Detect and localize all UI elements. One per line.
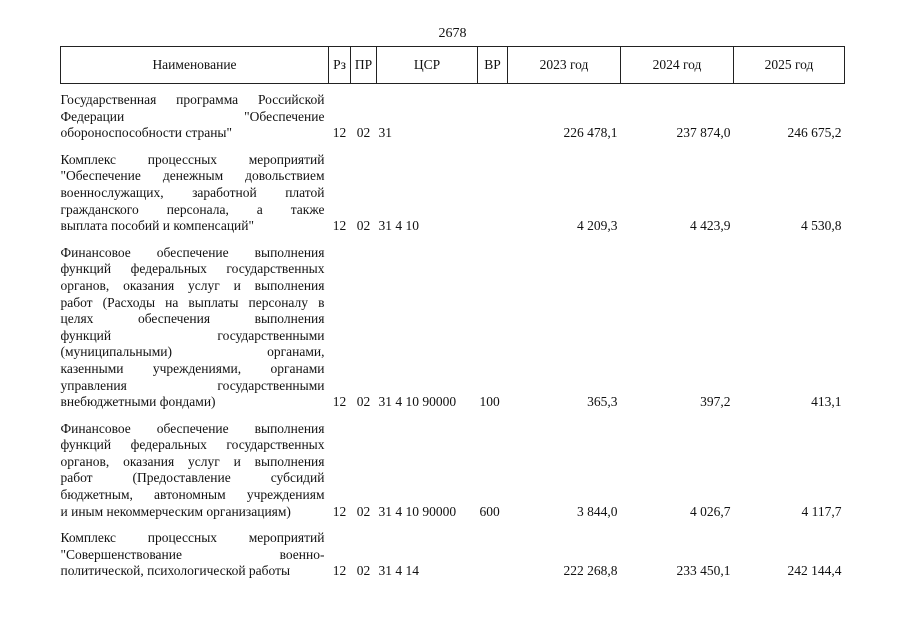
- row-2025: 246 675,2: [787, 125, 842, 141]
- row-name-line: Финансовое обеспечение выполнения: [60, 244, 325, 260]
- row-pr: 02: [356, 503, 371, 519]
- row-name-line: Комплекс процессных мероприятий: [60, 530, 325, 546]
- row-pr: 02: [356, 218, 371, 234]
- row-pr: 02: [356, 125, 371, 141]
- row-rz: 12: [332, 218, 347, 234]
- header-vr: ВР: [478, 47, 508, 84]
- page-number: 2678: [438, 26, 467, 41]
- row-2023: 226 478,1: [563, 125, 618, 141]
- row-vr: [478, 92, 508, 152]
- row-rz: 12: [332, 394, 347, 410]
- row-name-line: бюджетным, автономным учреждениям: [60, 487, 325, 503]
- row-2023: 365,3: [587, 394, 618, 410]
- row-vr: 600: [479, 503, 500, 519]
- row-name: [61, 421, 329, 531]
- row-name-line: казенными учреждениями, органами: [60, 360, 325, 376]
- header-2024: 2024 год: [621, 47, 734, 84]
- header-csr: ЦСР: [377, 47, 478, 84]
- row-csr: 31 4 10 90000: [378, 503, 457, 519]
- header-2025: 2025 год: [734, 47, 845, 84]
- row-2023: 3 844,0: [577, 503, 618, 519]
- row-name-line: работ (Предоставление субсидий: [60, 470, 325, 486]
- row-name-line: Финансовое обеспечение выполнения: [60, 420, 325, 436]
- row-2025: 413,1: [811, 394, 842, 410]
- table-row: [61, 92, 845, 152]
- header-rz: Рз: [329, 47, 351, 84]
- row-2023: 4 209,3: [577, 218, 618, 234]
- table-row: [61, 245, 845, 421]
- row-name-line: функций государственными: [60, 327, 325, 343]
- row-2024: 397,2: [700, 394, 731, 410]
- row-name-line: гражданского персонала, а также: [60, 201, 325, 217]
- table-header: [61, 47, 845, 93]
- row-2025: 4 117,7: [801, 503, 842, 519]
- table-row: [61, 152, 845, 245]
- table-row: [61, 421, 845, 531]
- row-name-line: Государственная программа Российской: [60, 92, 325, 107]
- header-2023: 2023 год: [508, 47, 621, 84]
- row-name-line: "Совершенствование военно-: [60, 546, 325, 562]
- budget-table: [60, 46, 845, 590]
- row-vr: [478, 152, 508, 245]
- row-pr: 02: [356, 563, 371, 579]
- row-name: [61, 92, 329, 152]
- row-2024: 4 423,9: [690, 218, 731, 234]
- row-name-line: выплата пособий и компенсаций": [60, 218, 255, 234]
- row-name-line: управления государственными: [60, 377, 325, 393]
- row-2024: 4 026,7: [690, 503, 731, 519]
- header-name: Наименование: [61, 47, 329, 84]
- row-name-line: Федерации "Обеспечение: [60, 108, 325, 124]
- row-name-line: работ (Расходы на выплаты персоналу в: [60, 294, 325, 310]
- row-name-line: (муниципальными) органами,: [60, 344, 325, 360]
- row-2025: 4 530,8: [801, 218, 842, 234]
- row-csr: 31: [378, 125, 392, 141]
- row-name-line: "Обеспечение денежным довольствием: [60, 168, 325, 184]
- row-rz: 12: [332, 563, 347, 579]
- row-csr: 31 4 10 90000: [378, 394, 457, 410]
- row-csr: 31 4 10: [378, 218, 419, 234]
- row-vr: [478, 530, 508, 590]
- row-2023: 222 268,8: [563, 563, 618, 579]
- row-name-line: военнослужащих, заработной платой: [60, 184, 325, 200]
- row-vr: 100: [479, 394, 500, 410]
- row-name-line: и иным некоммерческим организациям): [60, 503, 291, 519]
- row-name-line: Комплекс процессных мероприятий: [60, 151, 325, 167]
- row-name: [61, 530, 329, 590]
- header-pr: ПР: [351, 47, 377, 84]
- row-name-line: внебюджетными фондами): [60, 394, 216, 410]
- row-name-line: политической, психологической работы: [60, 563, 291, 579]
- row-2024: 237 874,0: [676, 125, 731, 141]
- row-name-line: функций федеральных государственных: [60, 437, 325, 453]
- row-name: [61, 152, 329, 245]
- row-name: [61, 245, 329, 421]
- row-name-line: органов, оказания услуг и выполнения: [60, 277, 325, 293]
- row-csr: 31 4 14: [378, 563, 419, 579]
- row-name-line: органов, оказания услуг и выполнения: [60, 453, 325, 469]
- row-name-line: обороноспособности страны": [60, 125, 232, 141]
- row-name-line: целях обеспечения выполнения: [60, 311, 325, 327]
- table-body: [61, 92, 845, 590]
- row-2025: 242 144,4: [787, 563, 842, 579]
- row-rz: 12: [332, 125, 347, 141]
- row-2024: 233 450,1: [676, 563, 731, 579]
- row-rz: 12: [332, 503, 347, 519]
- table-row: [61, 530, 845, 590]
- row-name-line: функций федеральных государственных: [60, 261, 325, 277]
- row-pr: 02: [356, 394, 371, 410]
